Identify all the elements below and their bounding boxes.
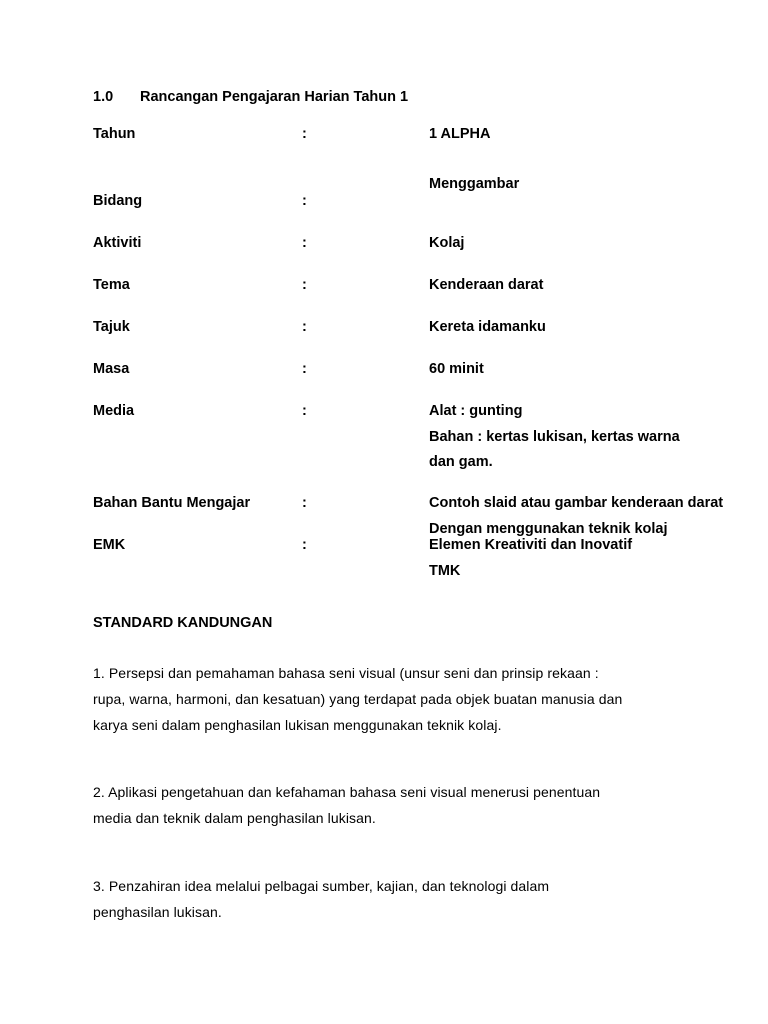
value-aktiviti: Kolaj [429, 235, 465, 251]
colon: : [302, 319, 307, 335]
value-emk-1: Elemen Kreativiti dan Inovatif [429, 537, 633, 553]
label-emk: EMK [93, 537, 126, 553]
label-bahan-bantu-mengajar: Bahan Bantu Mengajar [93, 495, 251, 511]
document-title: Rancangan Pengajaran Harian Tahun 1 [140, 89, 409, 105]
value-bbm-2: Dengan menggunakan teknik kolaj [429, 521, 668, 537]
colon: : [302, 495, 307, 511]
paragraph-3-line-2: penghasilan lukisan. [93, 904, 222, 920]
label-tajuk: Tajuk [93, 319, 130, 335]
colon: : [302, 403, 307, 419]
value-media-bahan-cont: dan gam. [429, 454, 493, 470]
label-aktiviti: Aktiviti [93, 235, 142, 251]
value-tajuk: Kereta idamanku [429, 319, 546, 335]
colon: : [302, 126, 307, 142]
colon: : [302, 193, 307, 209]
value-masa: 60 minit [429, 361, 484, 377]
colon: : [302, 277, 307, 293]
section-number: 1.0 [93, 89, 114, 105]
value-media-bahan: Bahan : kertas lukisan, kertas warna [429, 429, 680, 445]
paragraph-2-line-2: media dan teknik dalam penghasilan lukisan. [93, 810, 376, 826]
label-tahun: Tahun [93, 126, 136, 142]
paragraph-1-line-2: rupa, warna, harmoni, dan kesatuan) yang terdapat pada objek buatan manusia dan [93, 691, 623, 707]
label-masa: Masa [93, 361, 130, 377]
paragraph-1-line-1: 1. Persepsi dan pemahaman bahasa seni visual (unsur seni dan prinsip rekaan : [93, 665, 599, 681]
label-tema: Tema [93, 277, 130, 293]
label-bidang: Bidang [93, 193, 143, 209]
colon: : [302, 361, 307, 377]
value-tahun: 1 ALPHA [429, 126, 491, 142]
colon: : [302, 235, 307, 251]
paragraph-2-line-1: 2. Aplikasi pengetahuan dan kefahaman bahasa seni visual menerusi penentuan [93, 784, 601, 800]
paragraph-1-line-3: karya seni dalam penghasilan lukisan menggunakan teknik kolaj. [93, 717, 502, 733]
section-heading: STANDARD KANDUNGAN [93, 615, 273, 631]
label-media: Media [93, 403, 135, 419]
value-tema: Kenderaan darat [429, 277, 544, 293]
paragraph-3-line-1: 3. Penzahiran idea melalui pelbagai sumber, kajian, dan teknologi dalam [93, 878, 550, 894]
value-bbm-1: Contoh slaid atau gambar kenderaan darat [429, 495, 724, 511]
colon: : [302, 537, 307, 553]
value-emk-2: TMK [429, 563, 461, 579]
value-media-alat: Alat : gunting [429, 403, 523, 419]
value-bidang: Menggambar [429, 176, 520, 192]
